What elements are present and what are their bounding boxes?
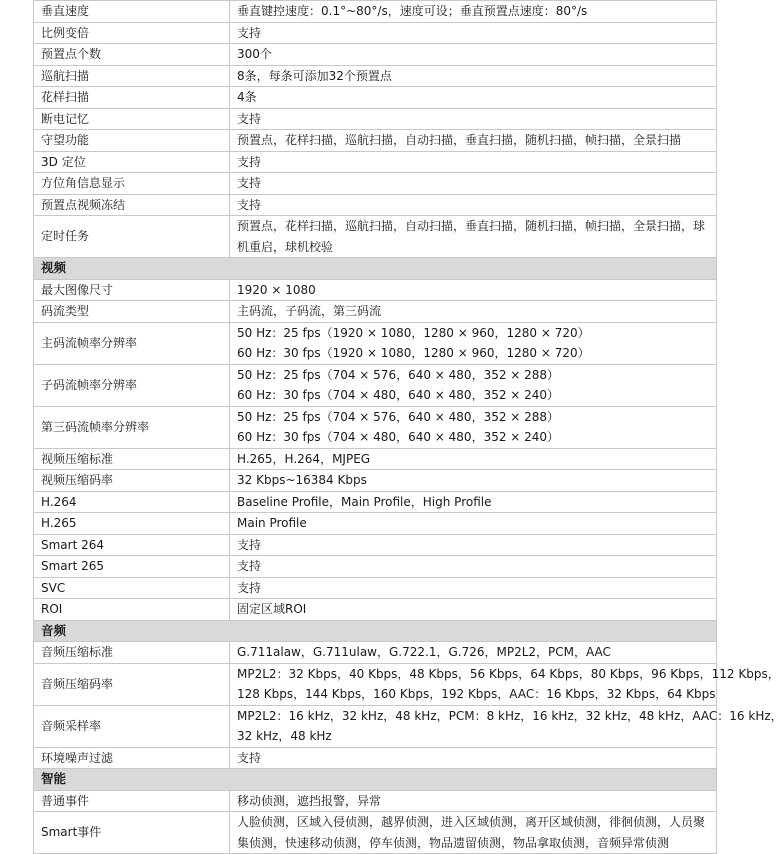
spec-row <box>34 65 717 87</box>
spec-label: Smart 265 <box>34 556 230 578</box>
section-header <box>34 620 717 642</box>
spec-value-line: 支持 <box>237 25 262 40</box>
spec-value <box>230 216 717 258</box>
spec-label: 音频采样率 <box>34 705 230 747</box>
spec-value-line: 128 Kbps，144 Kbps，160 Kbps，192 Kbps，AAC：16 Kbps，32 Kbps，64 Kbps <box>237 687 716 701</box>
spec-row <box>34 44 717 66</box>
spec-label: ROI <box>34 599 230 621</box>
spec-value <box>230 534 717 556</box>
spec-row <box>34 790 717 812</box>
spec-row <box>34 173 717 195</box>
spec-value <box>230 44 717 66</box>
spec-value <box>230 322 717 364</box>
spec-value-line: 垂直键控速度：0.1°~80°/s，速度可设；垂直预置点速度：80°/s <box>237 4 588 18</box>
spec-value <box>230 491 717 513</box>
spec-label: 码流类型 <box>34 301 230 323</box>
spec-value-line: 50 Hz：25 fps（1920 × 1080，1280 × 960，1280 × 720） <box>237 325 590 340</box>
spec-value <box>230 194 717 216</box>
spec-row <box>34 448 717 470</box>
spec-label: H.264 <box>34 491 230 513</box>
spec-value-line: 60 Hz：30 fps（704 × 480，640 × 480，352 × 240） <box>237 388 560 402</box>
spec-row <box>34 534 717 556</box>
spec-value-line: 8条，每条可添加32个预置点 <box>237 68 392 83</box>
spec-row <box>34 364 717 406</box>
spec-value <box>230 1 717 23</box>
spec-label: 3D 定位 <box>34 151 230 173</box>
spec-value-line: 支持 <box>237 580 262 595</box>
spec-row <box>34 599 717 621</box>
spec-value <box>230 406 717 448</box>
section-title: 视频 <box>34 258 717 280</box>
spec-value-line: 4条 <box>237 90 257 104</box>
spec-value-line: 支持 <box>237 537 262 552</box>
spec-label: Smart 264 <box>34 534 230 556</box>
spec-value <box>230 301 717 323</box>
spec-label: 方位角信息显示 <box>34 173 230 195</box>
spec-row <box>34 151 717 173</box>
spec-value-line: 60 Hz：30 fps（704 × 480，640 × 480，352 × 240） <box>237 430 560 444</box>
spec-value <box>230 812 717 854</box>
spec-row <box>34 556 717 578</box>
spec-row <box>34 470 717 492</box>
spec-value <box>230 87 717 109</box>
spec-value <box>230 513 717 535</box>
spec-value <box>230 65 717 87</box>
spec-row <box>34 22 717 44</box>
spec-row <box>34 216 717 258</box>
spec-value <box>230 747 717 769</box>
spec-value-line: 32 Kbps~16384 Kbps <box>237 473 367 487</box>
spec-row <box>34 1 717 23</box>
spec-value-line: 支持 <box>237 154 262 169</box>
spec-row <box>34 577 717 599</box>
spec-value-line: 1920 × 1080 <box>237 282 316 297</box>
spec-label: 子码流帧率分辨率 <box>34 364 230 406</box>
spec-value-line: MP2L2：32 Kbps，40 Kbps，48 Kbps，56 Kbps，64 Kbps，80 Kbps，96 Kbps，112 Kbps， <box>237 666 780 681</box>
spec-value <box>230 279 717 301</box>
spec-value-line: MP2L2：16 kHz，32 kHz，48 kHz，PCM：8 kHz，16 kHz，32 kHz，48 kHz，AAC：16 kHz， <box>237 708 783 723</box>
spec-row <box>34 194 717 216</box>
spec-row <box>34 322 717 364</box>
spec-value <box>230 108 717 130</box>
spec-value <box>230 642 717 664</box>
spec-value <box>230 130 717 152</box>
spec-value-line: Main Profile <box>237 516 307 530</box>
spec-row <box>34 108 717 130</box>
spec-label: 预置点视频冻结 <box>34 194 230 216</box>
spec-label: 音频压缩标准 <box>34 642 230 664</box>
spec-row <box>34 812 717 854</box>
spec-row <box>34 747 717 769</box>
spec-value <box>230 663 780 705</box>
spec-value-line: 支持 <box>237 750 262 765</box>
spec-label: Smart事件 <box>34 812 230 854</box>
section-header <box>34 258 717 280</box>
spec-row <box>34 513 717 535</box>
spec-value <box>230 599 717 621</box>
spec-value-line: 集侦测，快速移动侦测，停车侦测，物品遗留侦测，物品拿取侦测，音频异常侦测 <box>237 835 670 850</box>
spec-label: H.265 <box>34 513 230 535</box>
spec-value-line: H.265，H.264，MJPEG <box>237 451 371 466</box>
spec-label: 第三码流帧率分辨率 <box>34 406 230 448</box>
spec-label: 最大图像尺寸 <box>34 279 230 301</box>
spec-value-line: 32 kHz，48 kHz <box>237 729 332 743</box>
spec-label: 比例变倍 <box>34 22 230 44</box>
spec-label: 定时任务 <box>34 216 230 258</box>
spec-value <box>230 705 783 747</box>
spec-value-line: 固定区域ROI <box>237 602 307 616</box>
spec-value-line: 移动侦测，遮挡报警，异常 <box>237 793 382 808</box>
spec-value-line: 50 Hz：25 fps（704 × 576，640 × 480，352 × 288） <box>237 367 560 382</box>
spec-row <box>34 663 717 705</box>
spec-value-line: 支持 <box>237 111 262 126</box>
spec-label: SVC <box>34 577 230 599</box>
spec-value-line: 人脸侦测，区域入侵侦测，越界侦测，进入区域侦测，离开区域侦测，徘徊侦测，人员聚 <box>237 815 706 829</box>
spec-label: 断电记忆 <box>34 108 230 130</box>
spec-row <box>34 642 717 664</box>
spec-value <box>230 790 717 812</box>
spec-label: 环境噪声过滤 <box>34 747 230 769</box>
spec-value <box>230 577 717 599</box>
spec-row <box>34 87 717 109</box>
spec-row <box>34 705 717 747</box>
spec-label: 花样扫描 <box>34 87 230 109</box>
spec-value-line: 机重启，球机校验 <box>237 239 334 254</box>
spec-row <box>34 406 717 448</box>
spec-label: 守望功能 <box>34 130 230 152</box>
spec-label: 普通事件 <box>34 790 230 812</box>
spec-value <box>230 151 717 173</box>
spec-value <box>230 470 717 492</box>
spec-label: 预置点个数 <box>34 44 230 66</box>
spec-table <box>33 0 783 854</box>
spec-label: 垂直速度 <box>34 1 230 23</box>
spec-value-line: 60 Hz：30 fps（1920 × 1080，1280 × 960，1280 × 720） <box>237 346 590 360</box>
spec-label: 巡航扫描 <box>34 65 230 87</box>
section-title: 智能 <box>34 769 717 791</box>
spec-value <box>230 22 717 44</box>
section-header <box>34 769 717 791</box>
spec-value-line: 支持 <box>237 197 262 212</box>
spec-value-line: 预置点，花样扫描，巡航扫描，自动扫描，垂直扫描，随机扫描，帧扫描，全景扫描 <box>237 133 682 147</box>
spec-value-line: 300个 <box>237 47 272 61</box>
spec-row <box>34 279 717 301</box>
spec-value <box>230 364 717 406</box>
spec-row <box>34 491 717 513</box>
spec-value-line: 50 Hz：25 fps（704 × 576，640 × 480，352 × 288） <box>237 409 560 424</box>
spec-label: 视频压缩标准 <box>34 448 230 470</box>
spec-value-line: G.711alaw，G.711ulaw，G.722.1，G.726，MP2L2，PCM，AAC <box>237 645 611 659</box>
spec-value <box>230 173 717 195</box>
spec-value <box>230 448 717 470</box>
spec-value <box>230 556 717 578</box>
spec-label: 视频压缩码率 <box>34 470 230 492</box>
spec-row <box>34 130 717 152</box>
spec-label: 主码流帧率分辨率 <box>34 322 230 364</box>
spec-value-line: 预置点，花样扫描，巡航扫描，自动扫描，垂直扫描，随机扫描，帧扫描，全景扫描，球 <box>237 219 706 233</box>
spec-value-line: 支持 <box>237 559 262 573</box>
spec-table-body <box>34 1 783 854</box>
spec-value-line: 支持 <box>237 176 262 190</box>
spec-value-line: 主码流，子码流，第三码流 <box>237 304 382 318</box>
spec-label: 音频压缩码率 <box>34 663 230 705</box>
spec-row <box>34 301 717 323</box>
spec-value-line: Baseline Profile，Main Profile，High Profile <box>237 494 492 509</box>
section-title: 音频 <box>34 620 717 642</box>
